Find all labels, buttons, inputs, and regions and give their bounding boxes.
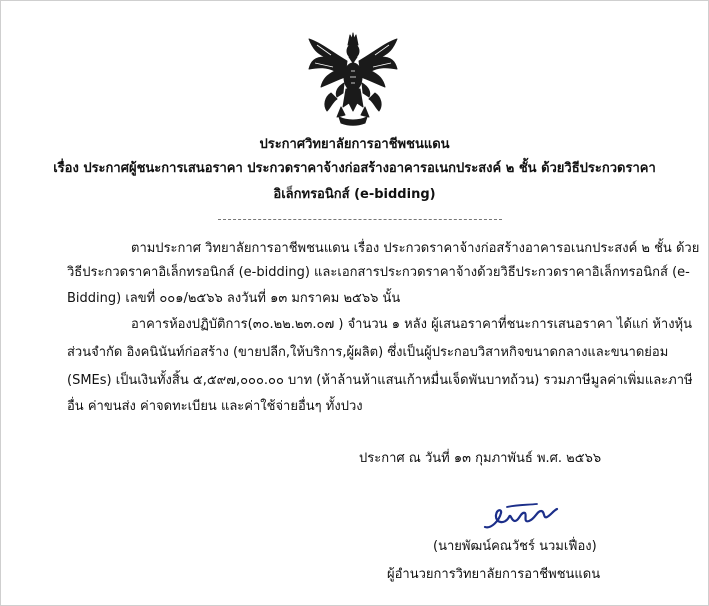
subject-line-2: อิเล็กทรอนิกส์ (e-bidding) [273, 187, 436, 202]
dashed-divider [218, 219, 502, 220]
announcement-date: ประกาศ ณ วันที่ ๑๓ กุมภาพันธ์ พ.ศ. ๒๕๖๖ [359, 451, 602, 466]
para2-line1: อาคารห้องปฏิบัติการ(๓๐.๒๒.๒๓.๐๗ ) จำนวน ๑ หลัง ผู้เสนอราคาที่ชนะการเสนอราคา ได้แก่ ห้างหุ้น [131, 317, 692, 332]
para2-line3: (SMEs) เป็นเงินทั้งสิ้น ๕,๕๙๗,๐๐๐.๐๐ บาท (ห้าล้านห้าแสนเก้าหมื่นเจ็ดพันบาทถ้วน) รวมภาษีมูลค่าเพิ่มและภาษี [67, 373, 693, 388]
para1-line3: Bidding) เลขที่ ๐๐๑/๒๕๖๖ ลงวันที่ ๑๓ มกราคม ๒๕๖๖ นั้น [67, 291, 401, 306]
para1-line1: ตามประกาศ วิทยาลัยการอาชีพชนแดน เรื่อง ประกวดราคาจ้างก่อสร้างอาคารอเนกประสงค์ ๒ ชั้น ด้วย [131, 241, 700, 256]
garuda-emblem-icon [303, 31, 403, 131]
para2-line4: อื่น ค่าขนส่ง ค่าจดทะเบียน และค่าใช้จ่ายอื่นๆ ทั้งปวง [67, 399, 363, 414]
para1-line2: วิธีประกวดราคาอิเล็กทรอนิกส์ (e-bidding) และเอกสารประกวดราคาจ้างด้วยวิธีประกวดราคาอิเล็กทรอนิกส์ (e- [67, 265, 690, 280]
subject-line-1: เรื่อง ประกาศผู้ชนะการเสนอราคา ประกวดราคาจ้างก่อสร้างอาคารอเนกประสงค์ ๒ ชั้น ด้วยวิธีประกวดราคา [53, 161, 656, 176]
signature-icon [481, 499, 561, 535]
signer-title: ผู้อำนวยการวิทยาลัยการอาชีพชนแดน [387, 567, 601, 582]
para2-line2: ส่วนจำกัด อิงคนินันท์ก่อสร้าง (ขายปลีก,ให้บริการ,ผู้ผลิต) ซึ่งเป็นผู้ประกอบวิสาหกิจขนาดกลางและขนาดย่อม [67, 345, 669, 360]
signer-name: (นายพัฒน์คณวัชร์ นวมเฟื่อง) [433, 539, 597, 554]
org-title: ประกาศวิทยาลัยการอาชีพชนแดน [259, 137, 450, 152]
